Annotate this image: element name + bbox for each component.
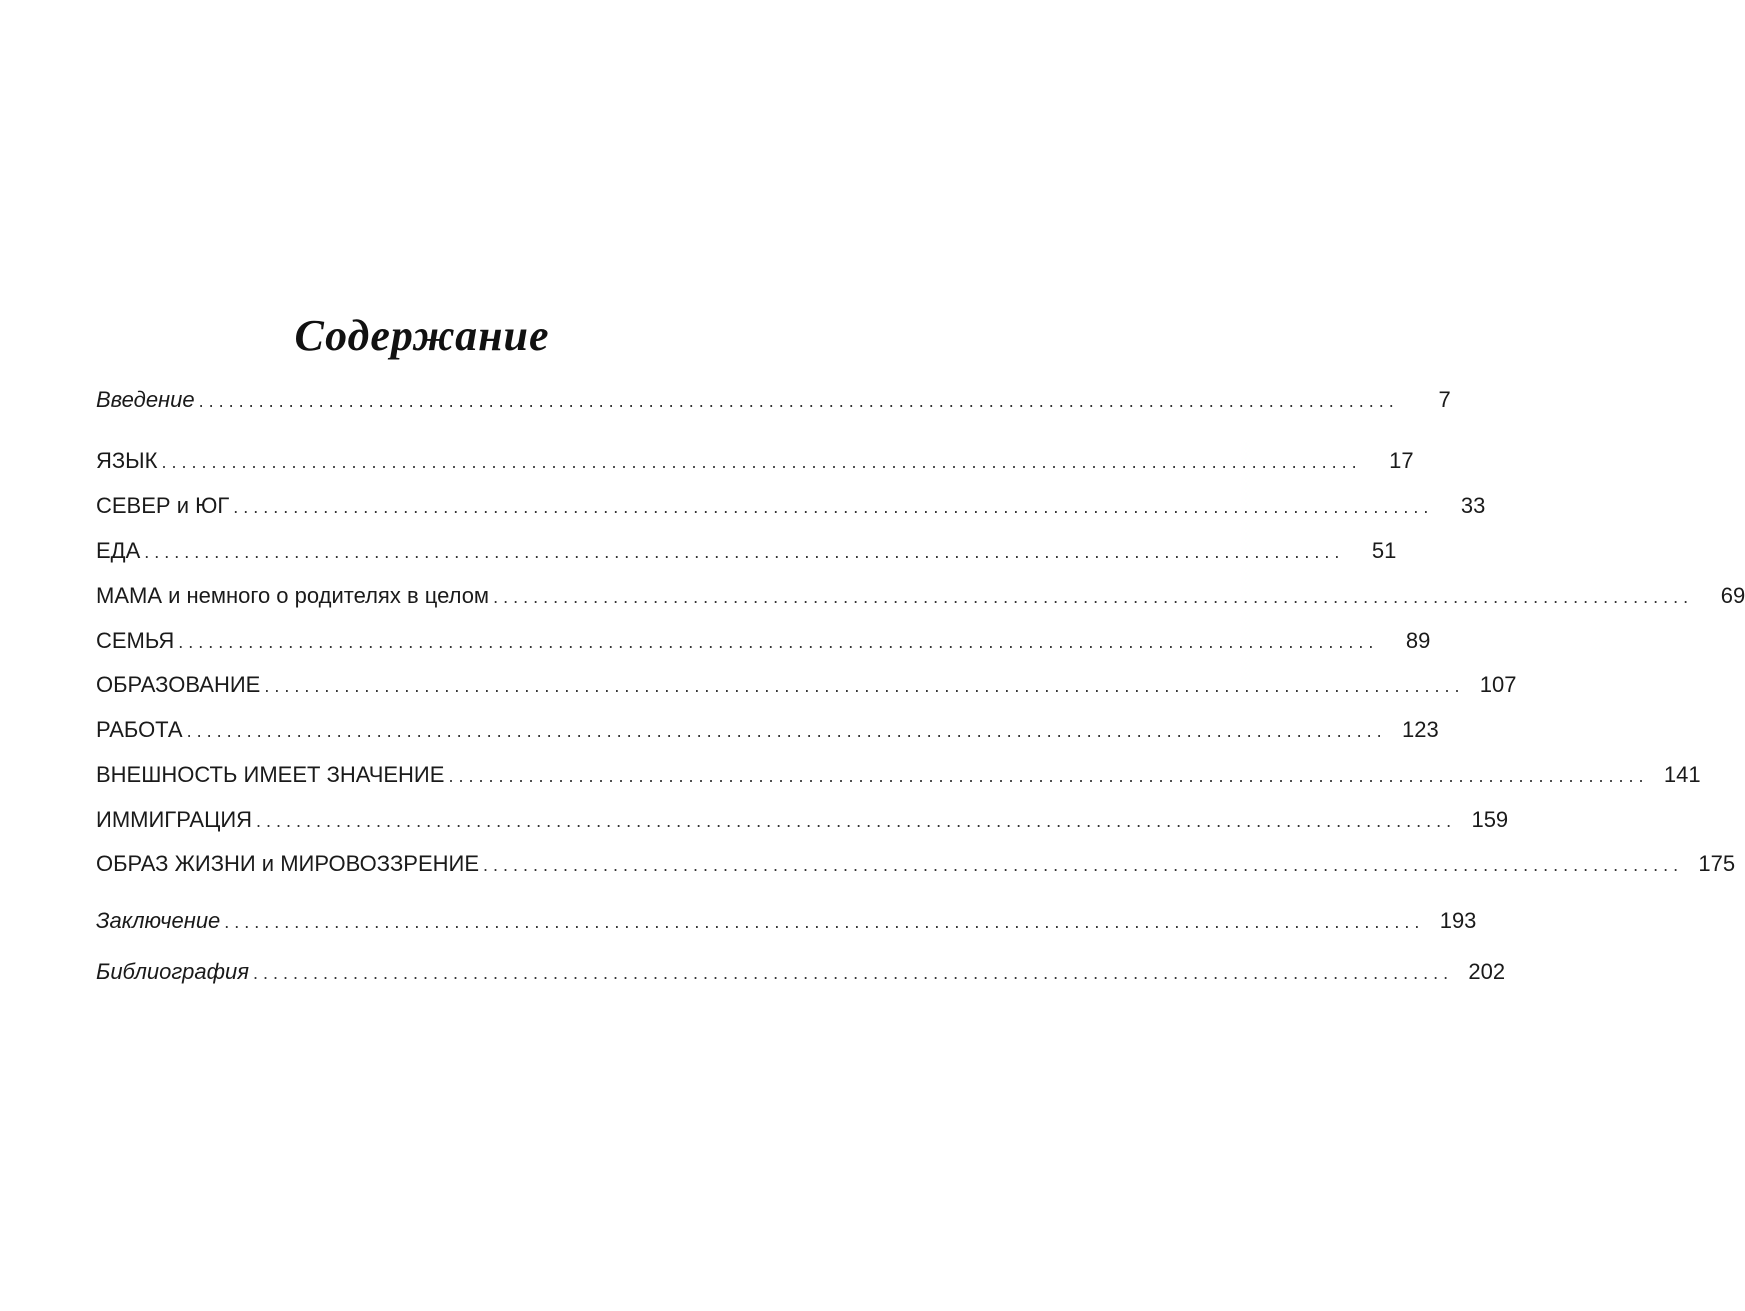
toc-entry-label: СЕВЕР и ЮГ (96, 493, 230, 518)
dot-leader: ........................................................................................................................ (186, 721, 1387, 741)
toc-entry-appearance[interactable] (96, 760, 1701, 790)
toc-entry-page: 159 (1471, 807, 1509, 832)
toc-entry-label: Заключение (96, 908, 221, 933)
dot-leader: ........................................................................................................................ (161, 452, 1362, 472)
dot-leader: ........................................................................................................................ (144, 542, 1345, 562)
toc-entry-immigration[interactable] (96, 805, 1509, 835)
dot-leader: ........................................................................................................................ (448, 766, 1649, 786)
dot-leader: ........................................................................................................................ (264, 676, 1465, 696)
toc-title: Содержание (294, 311, 550, 360)
dot-leader: ........................................................................................................................ (483, 855, 1684, 875)
dot-leader: ........................................................................................................................ (233, 497, 1434, 517)
toc-entry-label: МАМА и немного о родителях в целом (96, 583, 490, 608)
toc-entry-language[interactable] (96, 446, 1414, 476)
toc-entry-label: ИММИГРАЦИЯ (96, 807, 253, 832)
dot-leader: ........................................................................................................................ (198, 391, 1399, 411)
toc-entry-page: 7 (1438, 387, 1451, 412)
toc-entry-page: 69 (1720, 583, 1745, 608)
toc-entry-bibliography[interactable] (96, 957, 1506, 987)
toc-entry-label: СЕМЬЯ (96, 628, 175, 653)
toc-entry-page: 141 (1663, 762, 1701, 787)
dot-leader: ........................................................................................................................ (224, 912, 1425, 932)
toc-entry-conclusion[interactable] (96, 906, 1477, 936)
toc-entry-page: 33 (1460, 493, 1486, 518)
toc-entry-introduction[interactable] (96, 385, 1451, 415)
toc-entry-label: ОБРАЗОВАНИЕ (96, 672, 261, 697)
toc-entry-page: 107 (1479, 672, 1517, 697)
toc-entry-page: 202 (1468, 959, 1506, 984)
toc-entry-label: Библиография (96, 959, 250, 984)
toc-entry-mom[interactable] (96, 581, 1745, 611)
toc-entry-page: 193 (1439, 908, 1477, 933)
toc-entry-page: 123 (1401, 717, 1439, 742)
toc-entry-work[interactable] (96, 715, 1439, 745)
toc-entry-label: ЕДА (96, 538, 141, 563)
toc-entry-north-south[interactable] (96, 491, 1486, 521)
toc-entry-lifestyle[interactable] (96, 849, 1736, 879)
toc-entry-page: 175 (1698, 851, 1736, 876)
toc-entry-page: 51 (1371, 538, 1397, 563)
toc-entry-label: ОБРАЗ ЖИЗНИ и МИРОВОЗЗРЕНИЕ (96, 851, 480, 876)
toc-entry-page: 89 (1405, 628, 1431, 653)
toc-entry-food[interactable] (96, 536, 1397, 566)
dot-leader: ........................................................................................................................ (178, 632, 1379, 652)
toc-entry-label: Введение (96, 387, 195, 412)
toc-entry-family[interactable] (96, 626, 1431, 656)
toc-entry-education[interactable] (96, 670, 1517, 700)
dot-leader: ........................................................................................................................ (253, 963, 1454, 983)
toc-entry-label: РАБОТА (96, 717, 183, 742)
dot-leader: ........................................................................................................................ (493, 587, 1694, 607)
dot-leader: ........................................................................................................................ (256, 811, 1457, 831)
toc-entry-label: ЯЗЫК (96, 448, 158, 473)
toc-entry-page: 17 (1389, 448, 1414, 473)
toc-entry-label: ВНЕШНОСТЬ ИМЕЕТ ЗНАЧЕНИЕ (96, 762, 445, 787)
